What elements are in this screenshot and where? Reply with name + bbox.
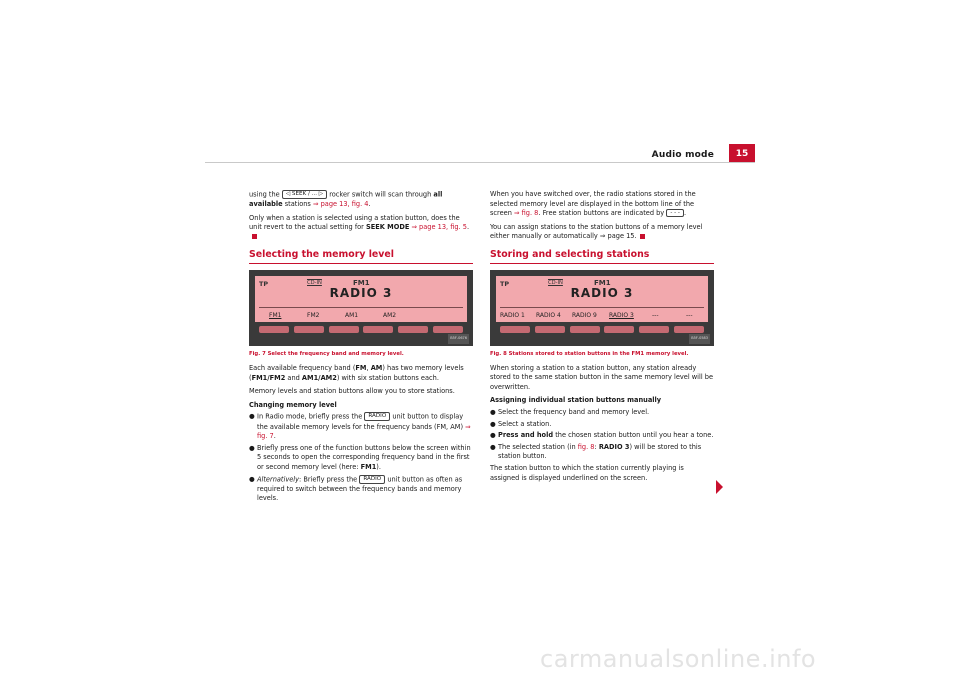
- station-label: ---: [652, 311, 659, 319]
- station-label: ---: [686, 311, 693, 319]
- radio-screen: [496, 276, 708, 322]
- right-column: [490, 190, 714, 487]
- next-page-arrow-icon[interactable]: [716, 480, 723, 494]
- list-item: ● The selected station (in fig. 8: RADIO 3) will be stored to this station button.: [490, 442, 702, 461]
- station-button-labels: [496, 311, 708, 320]
- section-heading-memory-level: Selecting the memory level: [249, 250, 473, 264]
- section-end-marker: [640, 234, 645, 239]
- figure-code: B5F-0676: [448, 334, 469, 344]
- list-item: ● Select the frequency band and memory level.: [490, 407, 650, 416]
- station-button[interactable]: [500, 326, 530, 333]
- function-button[interactable]: [398, 326, 428, 333]
- function-button[interactable]: [294, 326, 324, 333]
- function-button[interactable]: [329, 326, 359, 333]
- function-button[interactable]: [433, 326, 463, 333]
- list-item: ● Alternatively: Briefly press the RADIO unit button as often as required to switch between the frequency bands and memory levels.: [249, 474, 463, 503]
- frequency-band-paragraph: Each available frequency band (FM, AM) has two memory levels (FM1/FM2 and AM1/AM2) with six station buttons each.: [249, 364, 464, 382]
- station-buttons: [500, 326, 704, 334]
- station-name: RADIO 3: [570, 285, 634, 300]
- memory-level-label: FM1: [269, 312, 282, 320]
- bullet-icon: ●: [490, 442, 496, 451]
- tp-indicator: TP: [259, 280, 269, 289]
- radio-key-symbol: RADIO: [359, 475, 385, 484]
- subheading-assigning: Assigning individual station buttons manually: [490, 396, 662, 405]
- watermark: carmanualsonline.info: [540, 645, 817, 673]
- intro-paragraph: using the ◁ SEEK / ... ▷ rocker switch will scan through all available stations ⇒ page 13, fig. 4.: [249, 190, 443, 209]
- subheading-changing-memory: Changing memory level: [249, 400, 337, 409]
- function-button[interactable]: [259, 326, 289, 333]
- station-button[interactable]: [604, 326, 634, 333]
- figure-reference-link[interactable]: fig. 8: [577, 442, 595, 451]
- station-label: RADIO 9: [572, 311, 597, 319]
- screen-divider: [500, 307, 704, 308]
- overwrite-paragraph: When storing a station to a station button, any station already stored to the same station button in the same memory level will be overwritten.: [490, 363, 713, 391]
- station-button[interactable]: [639, 326, 669, 333]
- cd-in-indicator: CD-IN: [548, 279, 563, 286]
- section-end-marker: [252, 234, 257, 239]
- bullet-icon: ●: [249, 443, 255, 452]
- left-column: [249, 190, 473, 506]
- section-heading-storing: Storing and selecting stations: [490, 250, 714, 264]
- underline-paragraph: The station button to which the station currently playing is assigned is displayed underlined on the screen.: [490, 463, 684, 482]
- station-label: RADIO 4: [536, 311, 561, 319]
- radio-screen: [255, 276, 467, 322]
- seek-mode-paragraph: Only when a station is selected using a station button, does the unit revert to the actual setting for SEEK MODE ⇒ page 13, fig. 5.: [249, 214, 473, 243]
- figure-caption: Fig. 7 Select the frequency band and memory level.: [249, 351, 404, 358]
- band-indicator: FM1: [594, 278, 611, 287]
- function-button[interactable]: [363, 326, 393, 333]
- cd-in-indicator: CD-IN: [307, 280, 322, 287]
- memory-level-labels: [255, 311, 467, 320]
- list-item: ● Briefly press one of the function buttons below the screen within 5 seconds to open the corresponding frequency band in the first or second memory level (here: FM1).: [249, 443, 471, 471]
- list-item: ● Press and hold the chosen station button until you hear a tone.: [490, 431, 714, 440]
- free-button-symbol: - - -: [666, 209, 684, 217]
- figure-reference-link[interactable]: ⇒ fig. 8: [514, 209, 539, 218]
- seek-key-symbol: ◁ SEEK / ... ▷: [282, 190, 327, 199]
- header-rule: [205, 162, 755, 163]
- band-indicator: FM1: [353, 279, 370, 288]
- list-item: ● In Radio mode, briefly press the RADIO unit button to display the available memory levels for the frequency bands (FM, AM) ⇒ fig. 7.: [249, 412, 471, 441]
- list-item: ● Select a station.: [490, 419, 552, 428]
- function-buttons: [259, 326, 463, 334]
- radio-display-figure-8: [490, 270, 714, 346]
- assign-paragraph: You can assign stations to the station buttons of a memory level either manually or automatically ⇒ page 15.: [490, 222, 703, 241]
- bullet-icon: ●: [490, 419, 496, 428]
- memory-levels-paragraph: Memory levels and station buttons allow you to store stations.: [249, 387, 455, 396]
- page-reference-link[interactable]: ⇒ page 13, fig. 5: [411, 223, 467, 232]
- bullet-icon: ●: [490, 431, 496, 440]
- station-name: RADIO 3: [329, 286, 393, 301]
- station-button[interactable]: [674, 326, 704, 333]
- tp-indicator: TP: [500, 279, 510, 288]
- bullet-icon: ●: [490, 407, 496, 416]
- station-button[interactable]: [570, 326, 600, 333]
- page-reference-link[interactable]: ⇒ page 13, fig. 4: [312, 200, 369, 209]
- memory-level-label: AM2: [383, 312, 397, 320]
- figure-code: B5F-0583: [689, 334, 710, 344]
- screen-divider: [259, 307, 463, 308]
- radio-display-figure-7: [249, 270, 473, 346]
- station-label-selected: RADIO 3: [609, 311, 634, 319]
- radio-key-symbol: RADIO: [364, 412, 390, 421]
- station-label: RADIO 1: [500, 311, 525, 319]
- bullet-icon: ●: [249, 474, 255, 483]
- bullet-icon: ●: [249, 412, 255, 421]
- station-button[interactable]: [535, 326, 565, 333]
- figure-caption: Fig. 8 Stations stored to station buttons in the FM1 memory level.: [490, 350, 689, 357]
- memory-level-label: FM2: [307, 312, 320, 320]
- page-number: 15: [729, 144, 755, 163]
- switched-over-paragraph: When you have switched over, the radio stations stored in the selected memory level are displayed in the bottom line of the screen ⇒ fig. 8. Free station buttons are indicated by - - - .: [490, 190, 696, 218]
- memory-level-label: AM1: [345, 312, 359, 320]
- figure-reference-link[interactable]: ⇒ fig. 7: [257, 422, 471, 441]
- page-header-title: Audio mode: [651, 150, 714, 160]
